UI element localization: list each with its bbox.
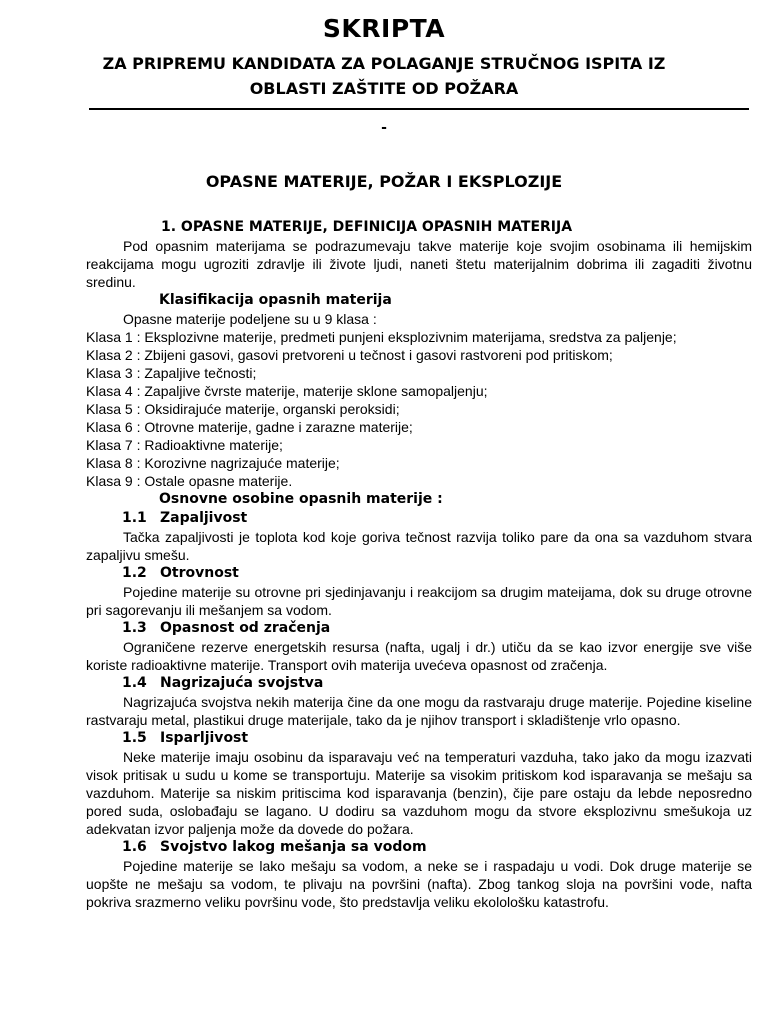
section-title: OPASNE MATERIJE, POŽAR I EKSPLOZIJE bbox=[205, 172, 563, 191]
paragraph-definition: Pod opasnim materijama se podrazumevaju takve materije koje svojim osobinama ili hemijskim reakcijama mogu ugroziti zdravlje ili živote ljudi, naneti štetu materijalnim dobrima ili zagaditi životnu sredinu. bbox=[86, 238, 752, 290]
heading-text: Zapaljivost bbox=[160, 510, 248, 526]
heading-number: 1.6 bbox=[122, 839, 147, 855]
class-item: Klasa 1 : Eksplozivne materije, predmeti punjeni eksplozivnim materijama, sredstva za paljenje; bbox=[86, 329, 677, 345]
heading-text: Opasnost od zračenja bbox=[160, 620, 331, 636]
document-subtitle: ZA PRIPREMU KANDIDATA ZA POLAGANJE STRUČNOG ISPITA IZ OBLASTI ZAŠTITE OD POŽARA bbox=[102, 54, 666, 98]
separator-dash: - bbox=[381, 120, 387, 136]
class-item: Klasa 7 : Radioaktivne materije; bbox=[86, 437, 283, 453]
class-item: Klasa 8 : Korozivne nagrizajuće materije; bbox=[86, 455, 340, 471]
paragraph-volatility: Neke materije imaju osobinu da isparavaju već na temperaturi vazduha, tako jako da mogu izazvati visok pritisak u sudu u kome se transportuju. Materije sa visokim pritiskom kod isparavanja se mešaju sa vazduhom. Materije sa niskim pritiscima kod isparavanja (benzin), čije pare ostaju da lebde neposredno pored suda, oslobađaju se lagano. U dodiru sa vazduhom mogu da stvore eksplozivnu smešukoja uz adekvatan izvor paljenja može da dovede do požara. bbox=[86, 749, 752, 837]
heading-toxicity bbox=[86, 564, 752, 583]
heading-number: 1.4 bbox=[122, 675, 147, 691]
heading-text: Svojstvo lakog mešanja sa vodom bbox=[160, 839, 427, 855]
class-item: Klasa 2 : Zbijeni gasovi, gasovi pretvoreni u tečnost i gasovi rastvoreni pod pritiskom; bbox=[86, 347, 613, 363]
class-item: Klasa 5 : Oksidirajuće materije, organski peroksidi; bbox=[86, 401, 400, 417]
class-list bbox=[86, 328, 752, 490]
paragraph-flammability: Tačka zapaljivosti je toplota kod koje goriva tečnost razvija toliko pare da ona sa vazduhom stvara zapaljivu smešu. bbox=[86, 529, 752, 563]
heading-classification: Klasifikacija opasnih materija bbox=[159, 292, 392, 308]
separator-line bbox=[89, 108, 749, 110]
heading-number: 1.3 bbox=[122, 620, 147, 636]
class-item: Klasa 3 : Zapaljive tečnosti; bbox=[86, 365, 257, 381]
paragraph-radiation: Ograničene rezerve energetskih resursa (nafta, ugalj i dr.) utiču da se kao izvor energije sve više koriste radioaktivne materije. Transport ovih materija uvećeva opasnost od zračenja. bbox=[86, 639, 752, 673]
heading-text: Isparljivost bbox=[160, 730, 249, 746]
heading-volatility bbox=[86, 729, 752, 748]
heading-text: Otrovnost bbox=[160, 565, 239, 581]
class-item: Klasa 4 : Zapaljive čvrste materije, materije sklone samopaljenju; bbox=[86, 383, 488, 399]
heading-flammability bbox=[86, 509, 752, 528]
heading-number: 1.2 bbox=[122, 565, 147, 581]
document-body bbox=[86, 217, 752, 911]
heading-corrosive bbox=[86, 674, 752, 693]
class-item: Klasa 9 : Ostale opasne materije. bbox=[86, 473, 293, 489]
class-item: Klasa 6 : Otrovne materije, gadne i zarazne materije; bbox=[86, 419, 413, 435]
heading-number: 1.5 bbox=[122, 730, 147, 746]
classification-intro: Opasne materije podeljene su u 9 klasa : bbox=[123, 311, 377, 327]
heading-number: 1.1 bbox=[122, 510, 147, 526]
heading-water-mixing bbox=[86, 838, 752, 857]
document-title: SKRIPTA bbox=[322, 14, 446, 43]
heading-definition: 1. OPASNE MATERIJE, DEFINICIJA OPASNIH MATERIJA bbox=[161, 219, 573, 235]
heading-text: Nagrizajuća svojstva bbox=[160, 675, 324, 691]
paragraph-toxicity: Pojedine materije su otrovne pri sjedinjavanju i reakcijom sa drugim mateijama, dok su druge otrovne pri sagorevanju ili mešanjem sa vodom. bbox=[86, 584, 752, 618]
paragraph-water-mixing: Pojedine materije se lako mešaju sa vodom, a neke se i raspadaju u vodi. Dok druge materije se uopšte ne mešaju sa vodom, te plivaju na površini (nafta). Zbog tankog sloja na površini vode, nafta pokriva srazmerno veliku površinu vode, što predstavlja veliku ekolološku katastrofu. bbox=[86, 858, 752, 910]
heading-properties: Osnovne osobine opasnih materije : bbox=[159, 491, 443, 507]
heading-radiation bbox=[86, 619, 752, 638]
paragraph-corrosive: Nagrizajuća svojstva nekih materija čine da one mogu da rastvaraju druge materije. Pojedine kiseline rastvaraju metal, plastikui druge materijale, tako da je njihov transport i skladištenje vrlo opasno. bbox=[86, 694, 752, 728]
